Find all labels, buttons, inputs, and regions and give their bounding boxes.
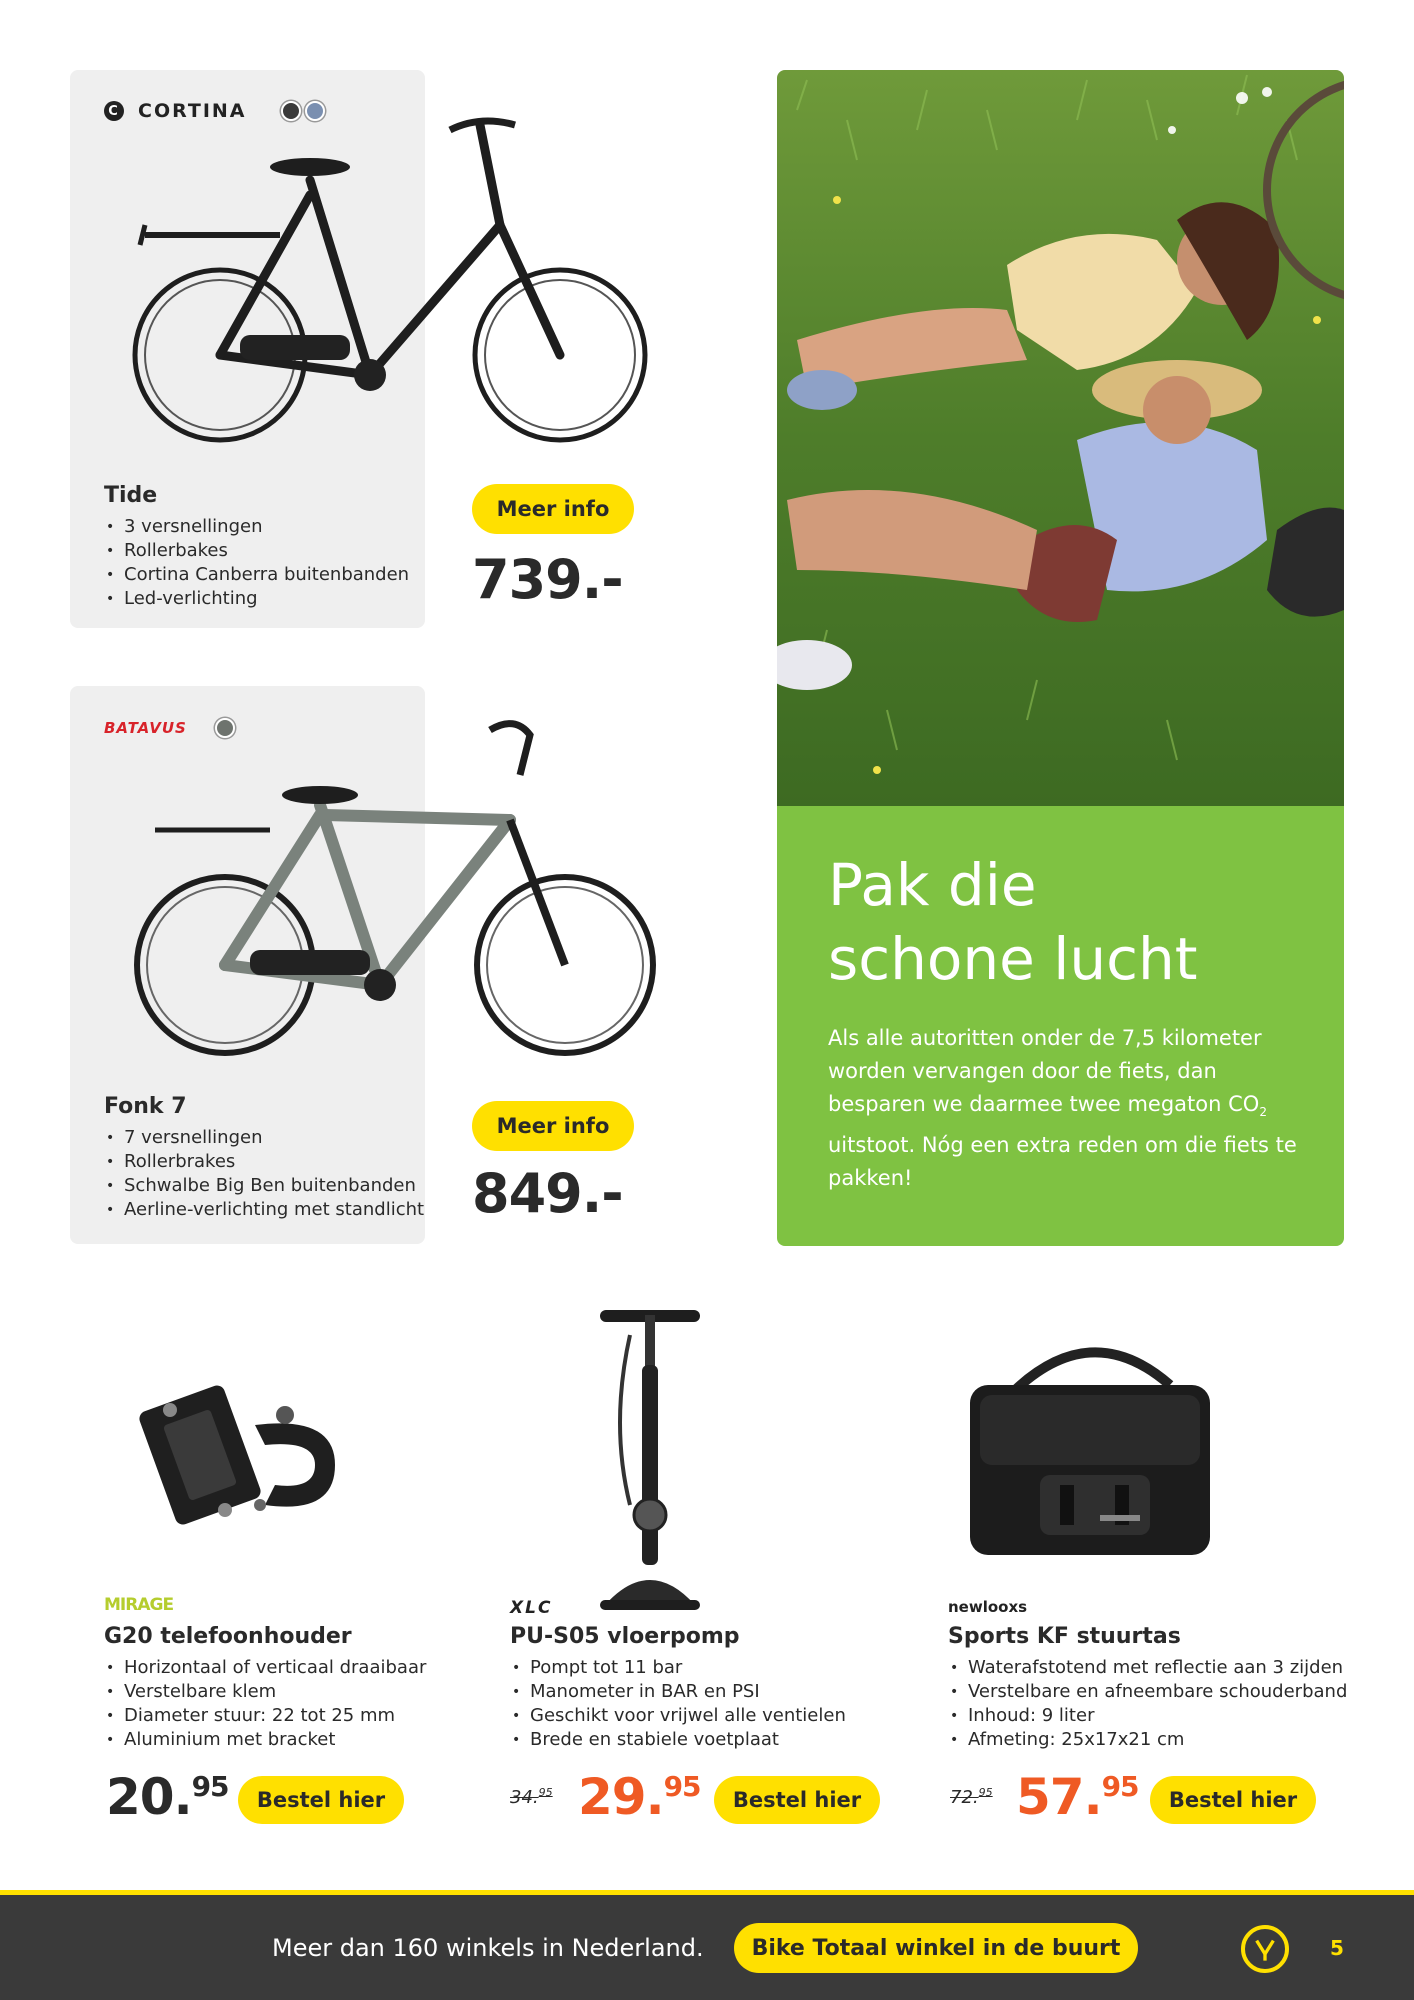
- spec-item: • Diameter stuur: 22 tot 25 mm: [104, 1704, 426, 1728]
- feature-body-text-2: uitstoot. Nóg een extra reden om die fiets te pakken!: [828, 1133, 1297, 1191]
- bike-totaal-logo-icon: [1241, 1925, 1289, 1973]
- pump-price-whole: 29.: [578, 1768, 664, 1826]
- cortina-logo-icon: C: [104, 101, 124, 121]
- handlebar-bag-image: [950, 1325, 1230, 1570]
- fonk-specs: [104, 1126, 424, 1222]
- footer-text: Meer dan 160 winkels in Nederland.: [272, 1934, 704, 1962]
- page-number: 5: [1330, 1936, 1344, 1960]
- spec-item: • Aerline-verlichting met standlicht: [104, 1198, 424, 1222]
- store-locator-button[interactable]: Bike Totaal winkel in de buurt: [734, 1923, 1138, 1973]
- pump-old-price: [510, 1786, 553, 1808]
- g20-bestel-button[interactable]: Bestel hier: [238, 1776, 404, 1824]
- feature-body: [828, 1022, 1308, 1195]
- spec-item: • Verstelbare klem: [104, 1680, 426, 1704]
- cortina-brand-text: CORTINA: [138, 100, 247, 122]
- mirage-logo: MIRAGE: [104, 1595, 174, 1615]
- batavus-brand-text: BATAVUS: [104, 719, 187, 737]
- spec-item: • Afmeting: 25x17x21 cm: [948, 1728, 1347, 1752]
- bag-price: [1016, 1768, 1139, 1826]
- spec-item: • 7 versnellingen: [104, 1126, 424, 1150]
- g20-specs: [104, 1656, 426, 1752]
- spec-item: • Inhoud: 9 liter: [948, 1704, 1347, 1728]
- floor-pump-image: [590, 1305, 710, 1615]
- bag-old-price: [950, 1786, 993, 1808]
- feature-headline: [828, 848, 1308, 996]
- spec-item: • Cortina Canberra buitenbanden: [104, 563, 409, 587]
- pump-specs: [510, 1656, 846, 1752]
- feature-headline-line2: schone lucht: [828, 925, 1198, 993]
- pump-price: [578, 1768, 701, 1826]
- xlc-logo: XLC: [510, 1598, 553, 1618]
- women-in-grass-photo: [777, 70, 1344, 808]
- spec-item: • Led-verlichting: [104, 587, 409, 611]
- spec-item: • Horizontaal of verticaal draaibaar: [104, 1656, 426, 1680]
- fonk-price: 849.-: [472, 1162, 623, 1225]
- tide-meer-info-button[interactable]: Meer info: [472, 484, 634, 534]
- bag-bestel-button[interactable]: Bestel hier: [1150, 1776, 1316, 1824]
- bag-specs: [948, 1656, 1347, 1752]
- co2-subscript: 2: [1259, 1105, 1267, 1120]
- phone-holder-image: [135, 1385, 345, 1525]
- spec-item: • Pompt tot 11 bar: [510, 1656, 846, 1680]
- fonk-meer-info-button[interactable]: Meer info: [472, 1101, 634, 1151]
- g20-price-whole: 20.: [106, 1768, 192, 1826]
- newlooxs-logo: newlooxs: [948, 1598, 1028, 1616]
- tide-bike-image: [120, 105, 680, 465]
- spec-item: • Waterafstotend met reflectie aan 3 zijden: [948, 1656, 1347, 1680]
- pump-bestel-button[interactable]: Bestel hier: [714, 1776, 880, 1824]
- feature-body-text: Als alle autoritten onder de 7,5 kilometer worden vervangen door de fiets, dan besparen we daarmee twee megaton CO: [828, 1026, 1262, 1116]
- fonk-name: Fonk 7: [104, 1094, 187, 1119]
- tide-specs: [104, 515, 409, 611]
- bag-price-whole: 57.: [1016, 1768, 1102, 1826]
- spec-item: • Geschikt voor vrijwel alle ventielen: [510, 1704, 846, 1728]
- bag-name: Sports KF stuurtas: [948, 1624, 1181, 1649]
- tide-price: 739.-: [472, 548, 623, 611]
- spec-item: • Rollerbakes: [104, 539, 409, 563]
- spec-item: • 3 versnellingen: [104, 515, 409, 539]
- bag-old-price-cents: 95: [978, 1786, 993, 1799]
- spec-item: • Rollerbrakes: [104, 1150, 424, 1174]
- g20-price: [106, 1768, 229, 1826]
- pump-old-price-whole: 34.: [510, 1787, 539, 1808]
- pump-price-cents: 95: [663, 1770, 701, 1803]
- spec-item: • Schwalbe Big Ben buitenbanden: [104, 1174, 424, 1198]
- pump-name: PU-S05 vloerpomp: [510, 1624, 740, 1649]
- bag-price-cents: 95: [1101, 1770, 1139, 1803]
- spec-item: • Manometer in BAR en PSI: [510, 1680, 846, 1704]
- g20-name: G20 telefoonhouder: [104, 1624, 352, 1649]
- spec-item: • Brede en stabiele voetplaat: [510, 1728, 846, 1752]
- spec-item: • Aluminium met bracket: [104, 1728, 426, 1752]
- footer-bar: [0, 1895, 1414, 2000]
- bag-old-price-whole: 72.: [950, 1787, 979, 1808]
- fonk-bike-image: [120, 715, 680, 1075]
- tide-name: Tide: [104, 483, 158, 508]
- spec-item: • Verstelbare en afneembare schouderband: [948, 1680, 1347, 1704]
- feature-headline-line1: Pak die: [828, 851, 1037, 919]
- pump-old-price-cents: 95: [538, 1786, 553, 1799]
- g20-price-cents: 95: [191, 1770, 229, 1803]
